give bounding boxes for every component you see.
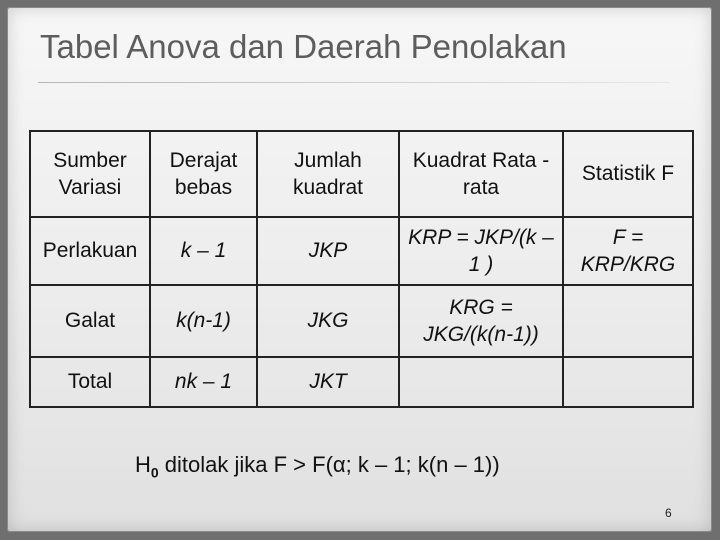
table-row [30,217,693,285]
cell-source: Perlakuan [30,217,150,285]
cell-df: nk – 1 [150,357,257,407]
cell-ms: KRG = JKG/(k(n-1)) [399,285,563,357]
cell-ms [399,357,563,407]
header-derajat-bebas: Derajat bebas [150,131,257,217]
rejection-rule-text: ditolak jika F > F(α; k – 1; k(n – 1)) [158,452,500,477]
cell-f: F = KRP/KRG [563,217,693,285]
rejection-rule [135,452,500,480]
slide-title: Tabel Anova dan Daerah Penolakan [40,28,567,65]
table-row [30,285,693,357]
cell-source: Total [30,357,150,407]
cell-ss: JKT [257,357,399,407]
table-row [30,357,693,407]
hypothesis-symbol: H [135,452,151,477]
hypothesis-subscript: 0 [150,464,159,481]
cell-ms: KRP = JKP/(k – 1 ) [399,217,563,285]
cell-ss: JKP [257,217,399,285]
cell-f [563,357,693,407]
cell-ss: JKG [257,285,399,357]
page-number: 6 [665,506,672,520]
header-jumlah-kuadrat: Jumlah kuadrat [257,131,399,217]
cell-source: Galat [30,285,150,357]
cell-df: k(n-1) [150,285,257,357]
cell-f [563,285,693,357]
table-header-row [30,131,693,217]
header-sumber-variasi: Sumber Variasi [30,131,150,217]
header-statistik-f: Statistik F [563,131,693,217]
title-divider [38,82,670,83]
cell-df: k – 1 [150,217,257,285]
header-kuadrat-rata-rata: Kuadrat Rata -rata [399,131,563,217]
anova-table [29,130,694,408]
